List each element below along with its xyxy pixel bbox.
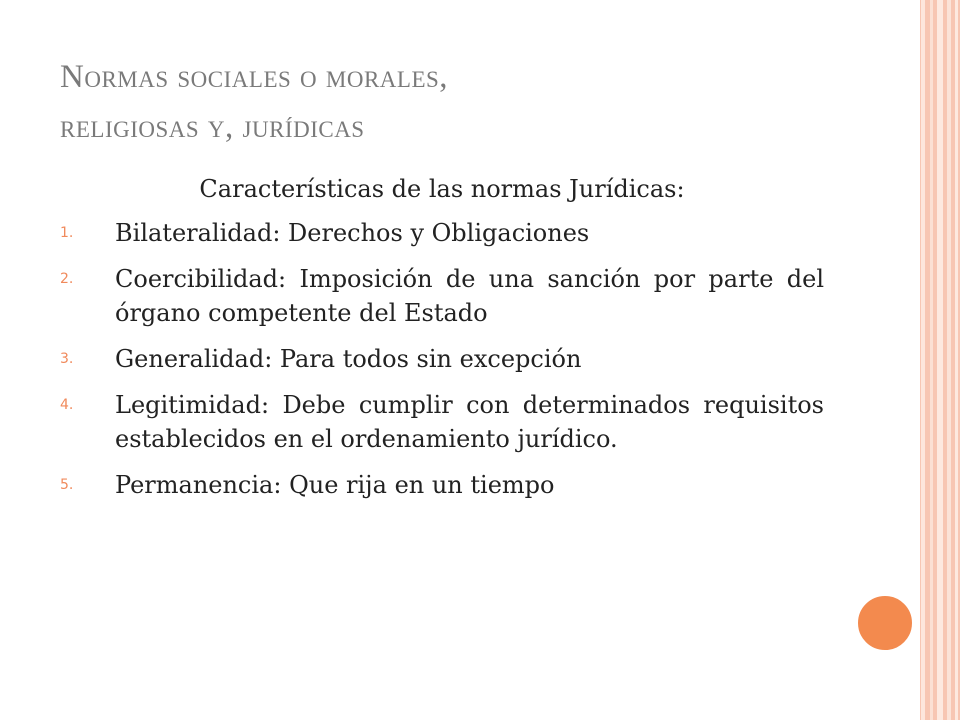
slide-title-line-1: Normas sociales o morales, [60,59,449,95]
list-item-number: 1. [60,225,74,241]
slide-body [60,172,824,514]
slide-title-line-2: religiosas y, jurídicas [60,109,365,145]
list-item [60,262,824,330]
list-item [60,468,824,502]
list-item-number: 4. [60,397,74,413]
list-item [60,216,824,250]
list-item-number: 5. [60,477,74,493]
border-stripe [955,0,958,720]
list-item-text: Bilateralidad: Derechos y Obligaciones [115,219,590,247]
border-stripe [937,0,943,720]
list-item [60,342,824,376]
list-item-number: 2. [60,271,74,287]
border-stripe [947,0,951,720]
border-stripe [930,0,933,720]
list-item [60,388,824,456]
list-item-text: Legitimidad: Debe cumplir con determinados requisitos establecidos en el ordenamiento jurídico. [115,391,824,453]
border-stripe [921,0,925,720]
slide-title [60,52,860,152]
list-item-text: Coercibilidad: Imposición de una sanción por parte del órgano competente del Estado [115,265,824,327]
list-item-text: Permanencia: Que rija en un tiempo [115,471,555,499]
list-item-text: Generalidad: Para todos sin excepción [115,345,582,373]
list-item-number: 3. [60,351,74,367]
decorative-circle [855,593,915,653]
slide-subtitle: Características de las normas Jurídicas: [199,175,685,203]
